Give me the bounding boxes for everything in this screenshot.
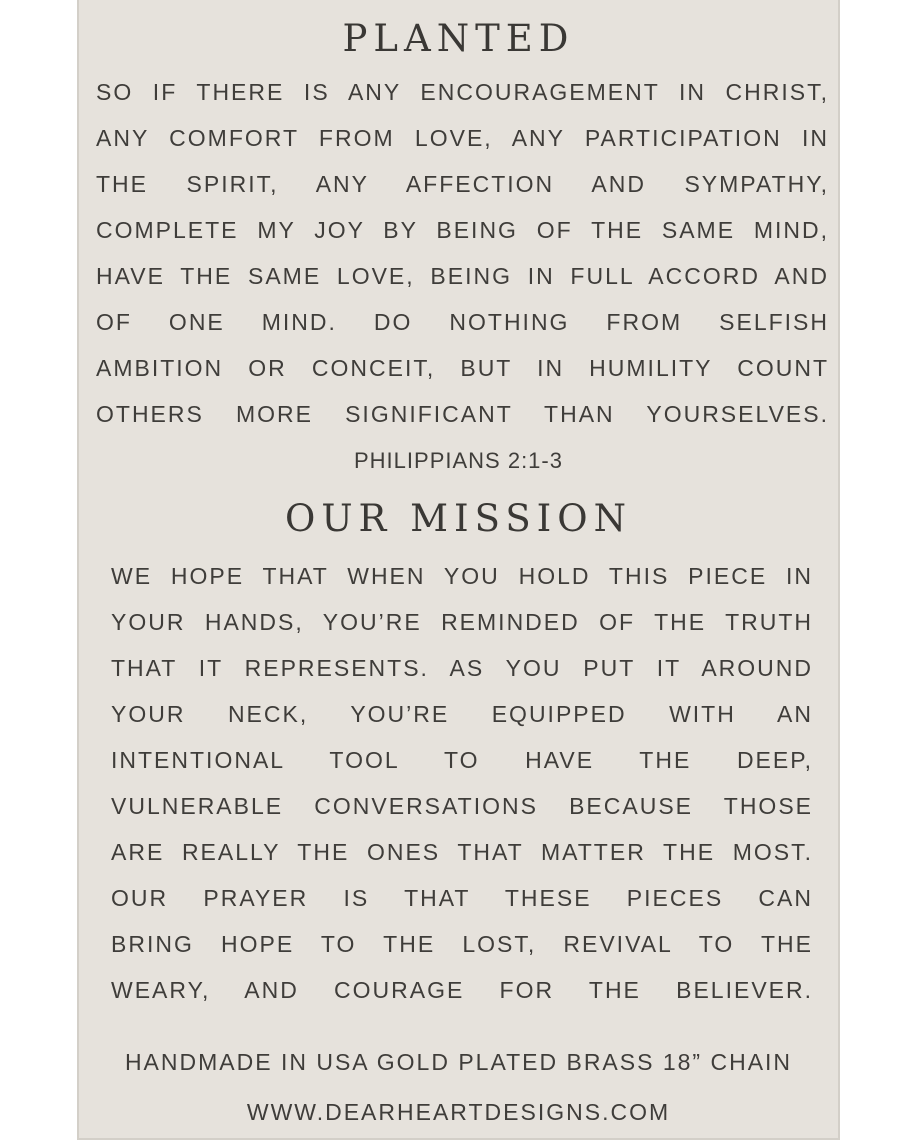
product-details: HANDMADE IN USA GOLD PLATED BRASS 18” CHAIN	[124, 1049, 793, 1075]
verse-line: HAVE THE SAME LOVE, BEING IN FULL ACCORD AND	[96, 263, 829, 289]
website-url: WWW.DEARHEARTDESIGNS.COM	[246, 1099, 671, 1125]
mission-line: WEARY, AND COURAGE FOR THE BELIEVER.	[111, 977, 813, 1003]
product-card	[77, 0, 840, 1140]
mission-line: THAT IT REPRESENTS. AS YOU PUT IT AROUND	[111, 655, 813, 681]
verse-line: THE SPIRIT, ANY AFFECTION AND SYMPATHY,	[96, 171, 829, 197]
mission-title: OUR MISSION	[284, 497, 632, 540]
mission-line: OUR PRAYER IS THAT THESE PIECES CAN	[111, 885, 813, 911]
mission-line: INTENTIONAL TOOL TO HAVE THE DEEP,	[111, 747, 813, 773]
mission-line: YOUR NECK, YOU’RE EQUIPPED WITH AN	[111, 701, 813, 727]
verse-text	[96, 69, 829, 437]
mission-text	[111, 553, 813, 1013]
mission-line: BRING HOPE TO THE LOST, REVIVAL TO THE	[111, 931, 813, 957]
verse-line: SO IF THERE IS ANY ENCOURAGEMENT IN CHRIST,	[96, 79, 829, 105]
verse-line: OTHERS MORE SIGNIFICANT THAN YOURSELVES.	[96, 401, 829, 427]
verse-line: ANY COMFORT FROM LOVE, ANY PARTICIPATION IN	[96, 125, 829, 151]
verse-line: AMBITION OR CONCEIT, BUT IN HUMILITY COUNT	[96, 355, 829, 381]
mission-line: ARE REALLY THE ONES THAT MATTER THE MOST.	[111, 839, 813, 865]
mission-line: YOUR HANDS, YOU’RE REMINDED OF THE TRUTH	[111, 609, 813, 635]
verse-line: OF ONE MIND. DO NOTHING FROM SELFISH	[96, 309, 829, 335]
mission-line: VULNERABLE CONVERSATIONS BECAUSE THOSE	[111, 793, 813, 819]
verse-citation: PHILIPPIANS 2:1-3	[354, 448, 563, 473]
mission-line: WE HOPE THAT WHEN YOU HOLD THIS PIECE IN	[111, 563, 813, 589]
verse-line: COMPLETE MY JOY BY BEING OF THE SAME MIND,	[96, 217, 829, 243]
planted-title: PLANTED	[342, 17, 575, 60]
